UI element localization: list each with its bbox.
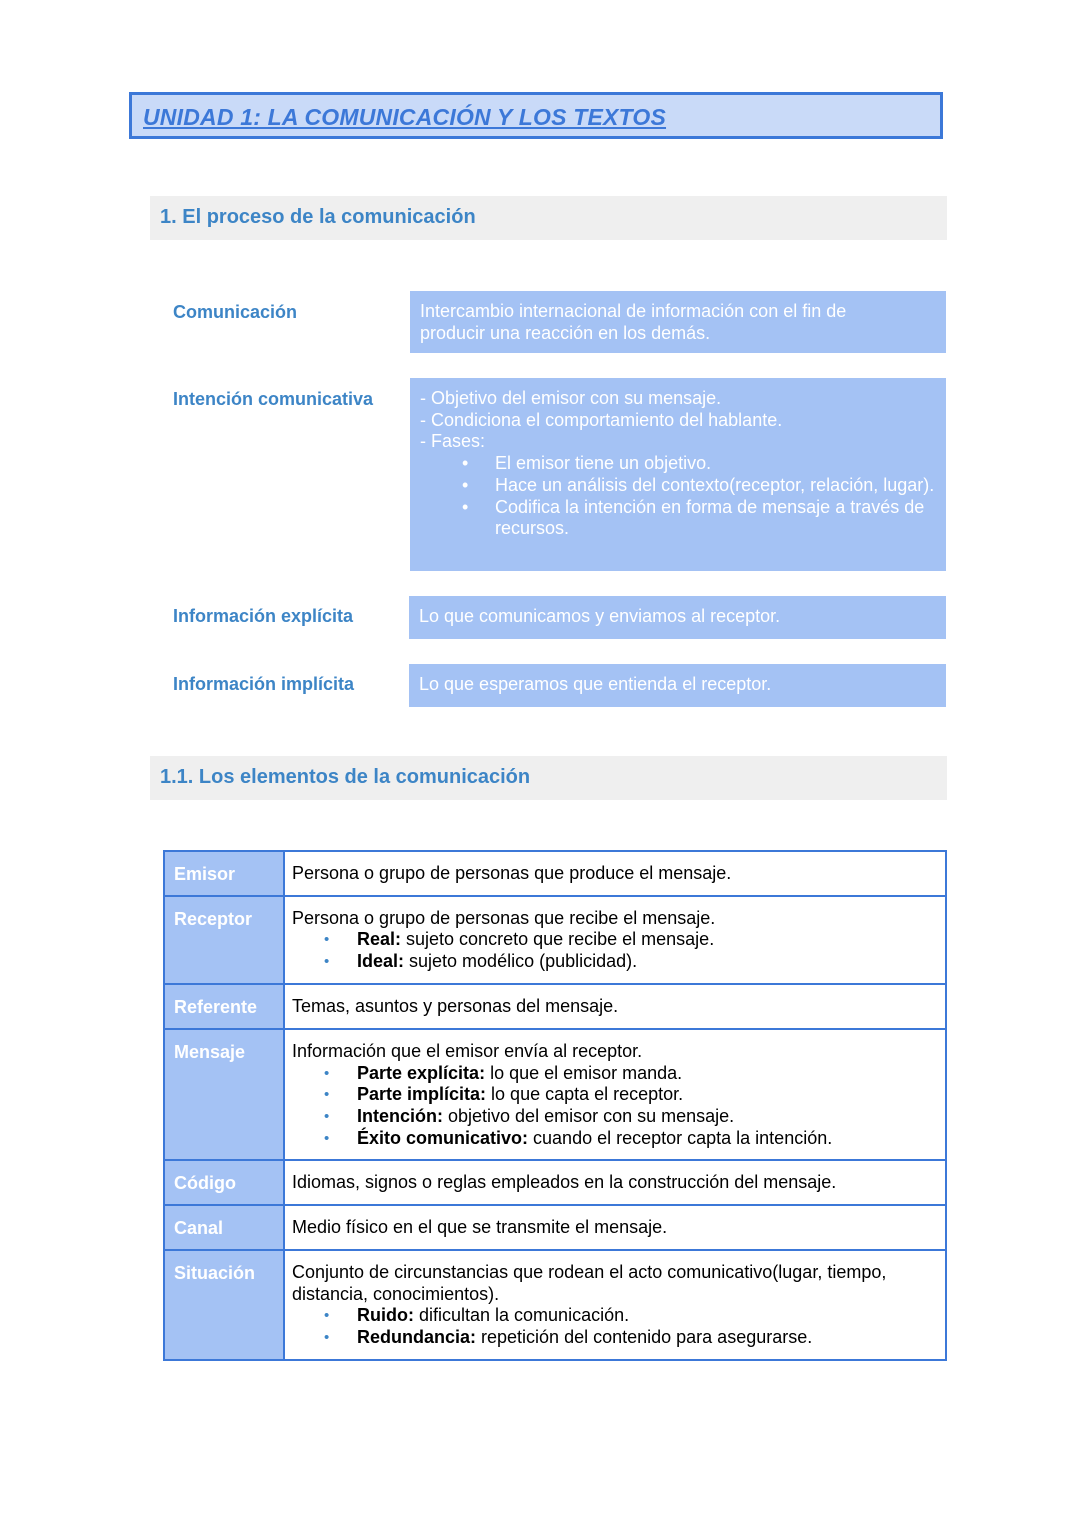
- row-text: Conjunto de circunstancias que rodean el acto comunicativo(lugar, tiempo, distancia, conocimientos).: [292, 1262, 887, 1304]
- definition-line: producir una reacción en los demás.: [420, 322, 711, 343]
- row-label: Referente: [164, 984, 284, 1029]
- table-row: [164, 984, 946, 1029]
- definition-intencion-comunicativa: [410, 378, 946, 571]
- section-header-elementos: [150, 756, 947, 800]
- row-label: Mensaje: [164, 1029, 284, 1161]
- list-item: [357, 1084, 937, 1106]
- bullet-term: Redundancia:: [357, 1327, 477, 1348]
- table-row: [164, 1160, 946, 1205]
- definition-comunicacion: [410, 291, 946, 353]
- table-row: [164, 851, 946, 896]
- unit-title: UNIDAD 1: LA COMUNICACIÓN Y LOS TEXTOS: [143, 104, 667, 130]
- elements-table: [163, 850, 947, 1361]
- definition-informacion-explicita: [409, 596, 946, 639]
- row-value: [284, 851, 946, 896]
- list-item: [357, 1106, 937, 1128]
- bullet-term: Parte explícita:: [357, 1062, 486, 1083]
- bullet-term: Ruido:: [357, 1305, 414, 1326]
- row-value: [284, 1205, 946, 1250]
- row-label: Receptor: [164, 896, 284, 984]
- table-row: [164, 1205, 946, 1250]
- list-item: [357, 951, 937, 973]
- bullet-text: dificultan la comunicación.: [413, 1305, 630, 1326]
- definition-line: - Fases:: [420, 431, 486, 452]
- row-value: [284, 984, 946, 1029]
- section-title-elementos: 1.1. Los elementos de la comunicación: [160, 766, 531, 788]
- row-label: Situación: [164, 1250, 284, 1360]
- section-header-proceso: [150, 196, 947, 240]
- bullet-text: sujeto modélico (publicidad).: [404, 951, 638, 972]
- row-value: [284, 1029, 946, 1161]
- row-bullets: [292, 1063, 937, 1150]
- row-bullets: [292, 929, 937, 972]
- term-comunicacion: Comunicación: [173, 302, 298, 322]
- bullet-term: Real:: [357, 929, 402, 950]
- bullet-text: objetivo del emisor con su mensaje.: [443, 1105, 735, 1126]
- bullet-text: sujeto concreto que recibe el mensaje.: [401, 929, 715, 950]
- unit-title-box: [129, 92, 943, 139]
- bullet-term: Intención:: [357, 1105, 443, 1126]
- fase-item: • El emisor tiene un objetivo.: [495, 453, 936, 475]
- table-row: [164, 1029, 946, 1161]
- table-row: [164, 896, 946, 984]
- row-value: [284, 1250, 946, 1360]
- row-text: Información que el emisor envía al receptor.: [292, 1040, 643, 1061]
- row-label: Código: [164, 1160, 284, 1205]
- list-item: [357, 929, 937, 951]
- row-text: Idiomas, signos o reglas empleados en la construcción del mensaje.: [292, 1172, 837, 1193]
- term-informacion-implicita: Información implícita: [173, 674, 355, 694]
- definition-informacion-implicita: [409, 664, 946, 707]
- definition-line: Intercambio internacional de información con el fin de: [420, 301, 847, 321]
- definition-line: - Condiciona el comportamiento del hablante.: [420, 409, 783, 430]
- table-row: [164, 1250, 946, 1360]
- row-value: [284, 896, 946, 984]
- row-value: [284, 1160, 946, 1205]
- bullet-text: lo que el emisor manda.: [485, 1062, 683, 1083]
- definition-line: - Objetivo del emisor con su mensaje.: [420, 388, 722, 408]
- list-item: [357, 1305, 937, 1327]
- bullet-term: Ideal:: [357, 951, 405, 972]
- definition-line: Lo que esperamos que entienda el receptor.: [419, 674, 772, 694]
- row-text: Temas, asuntos y personas del mensaje.: [292, 995, 619, 1016]
- row-bullets: [292, 1305, 937, 1348]
- row-text: Medio físico en el que se transmite el mensaje.: [292, 1217, 668, 1238]
- bullet-text: cuando el receptor capta la intención.: [528, 1127, 833, 1148]
- bullet-term: Éxito comunicativo:: [357, 1127, 529, 1148]
- bullet-text: repetición del contenido para asegurarse.: [476, 1327, 813, 1348]
- list-item: [357, 1063, 937, 1085]
- fase-item: • Codifica la intención en forma de mensaje a través de recursos.: [495, 497, 936, 540]
- row-label: Canal: [164, 1205, 284, 1250]
- definition-line: Lo que comunicamos y enviamos al receptor.: [419, 606, 781, 626]
- row-text: Persona o grupo de personas que recibe el mensaje.: [292, 907, 716, 928]
- term-intencion-comunicativa: Intención comunicativa: [173, 389, 374, 409]
- fases-list: [420, 453, 936, 540]
- term-informacion-explicita: Información explícita: [173, 606, 354, 626]
- list-item: [357, 1128, 937, 1150]
- list-item: [357, 1327, 937, 1349]
- fase-item: • Hace un análisis del contexto(receptor, relación, lugar).: [495, 475, 936, 497]
- bullet-text: lo que capta el receptor.: [486, 1084, 684, 1105]
- row-label: Emisor: [164, 851, 284, 896]
- section-title-proceso: 1. El proceso de la comunicación: [160, 206, 476, 228]
- row-text: Persona o grupo de personas que produce el mensaje.: [292, 863, 732, 883]
- bullet-term: Parte implícita:: [357, 1084, 487, 1105]
